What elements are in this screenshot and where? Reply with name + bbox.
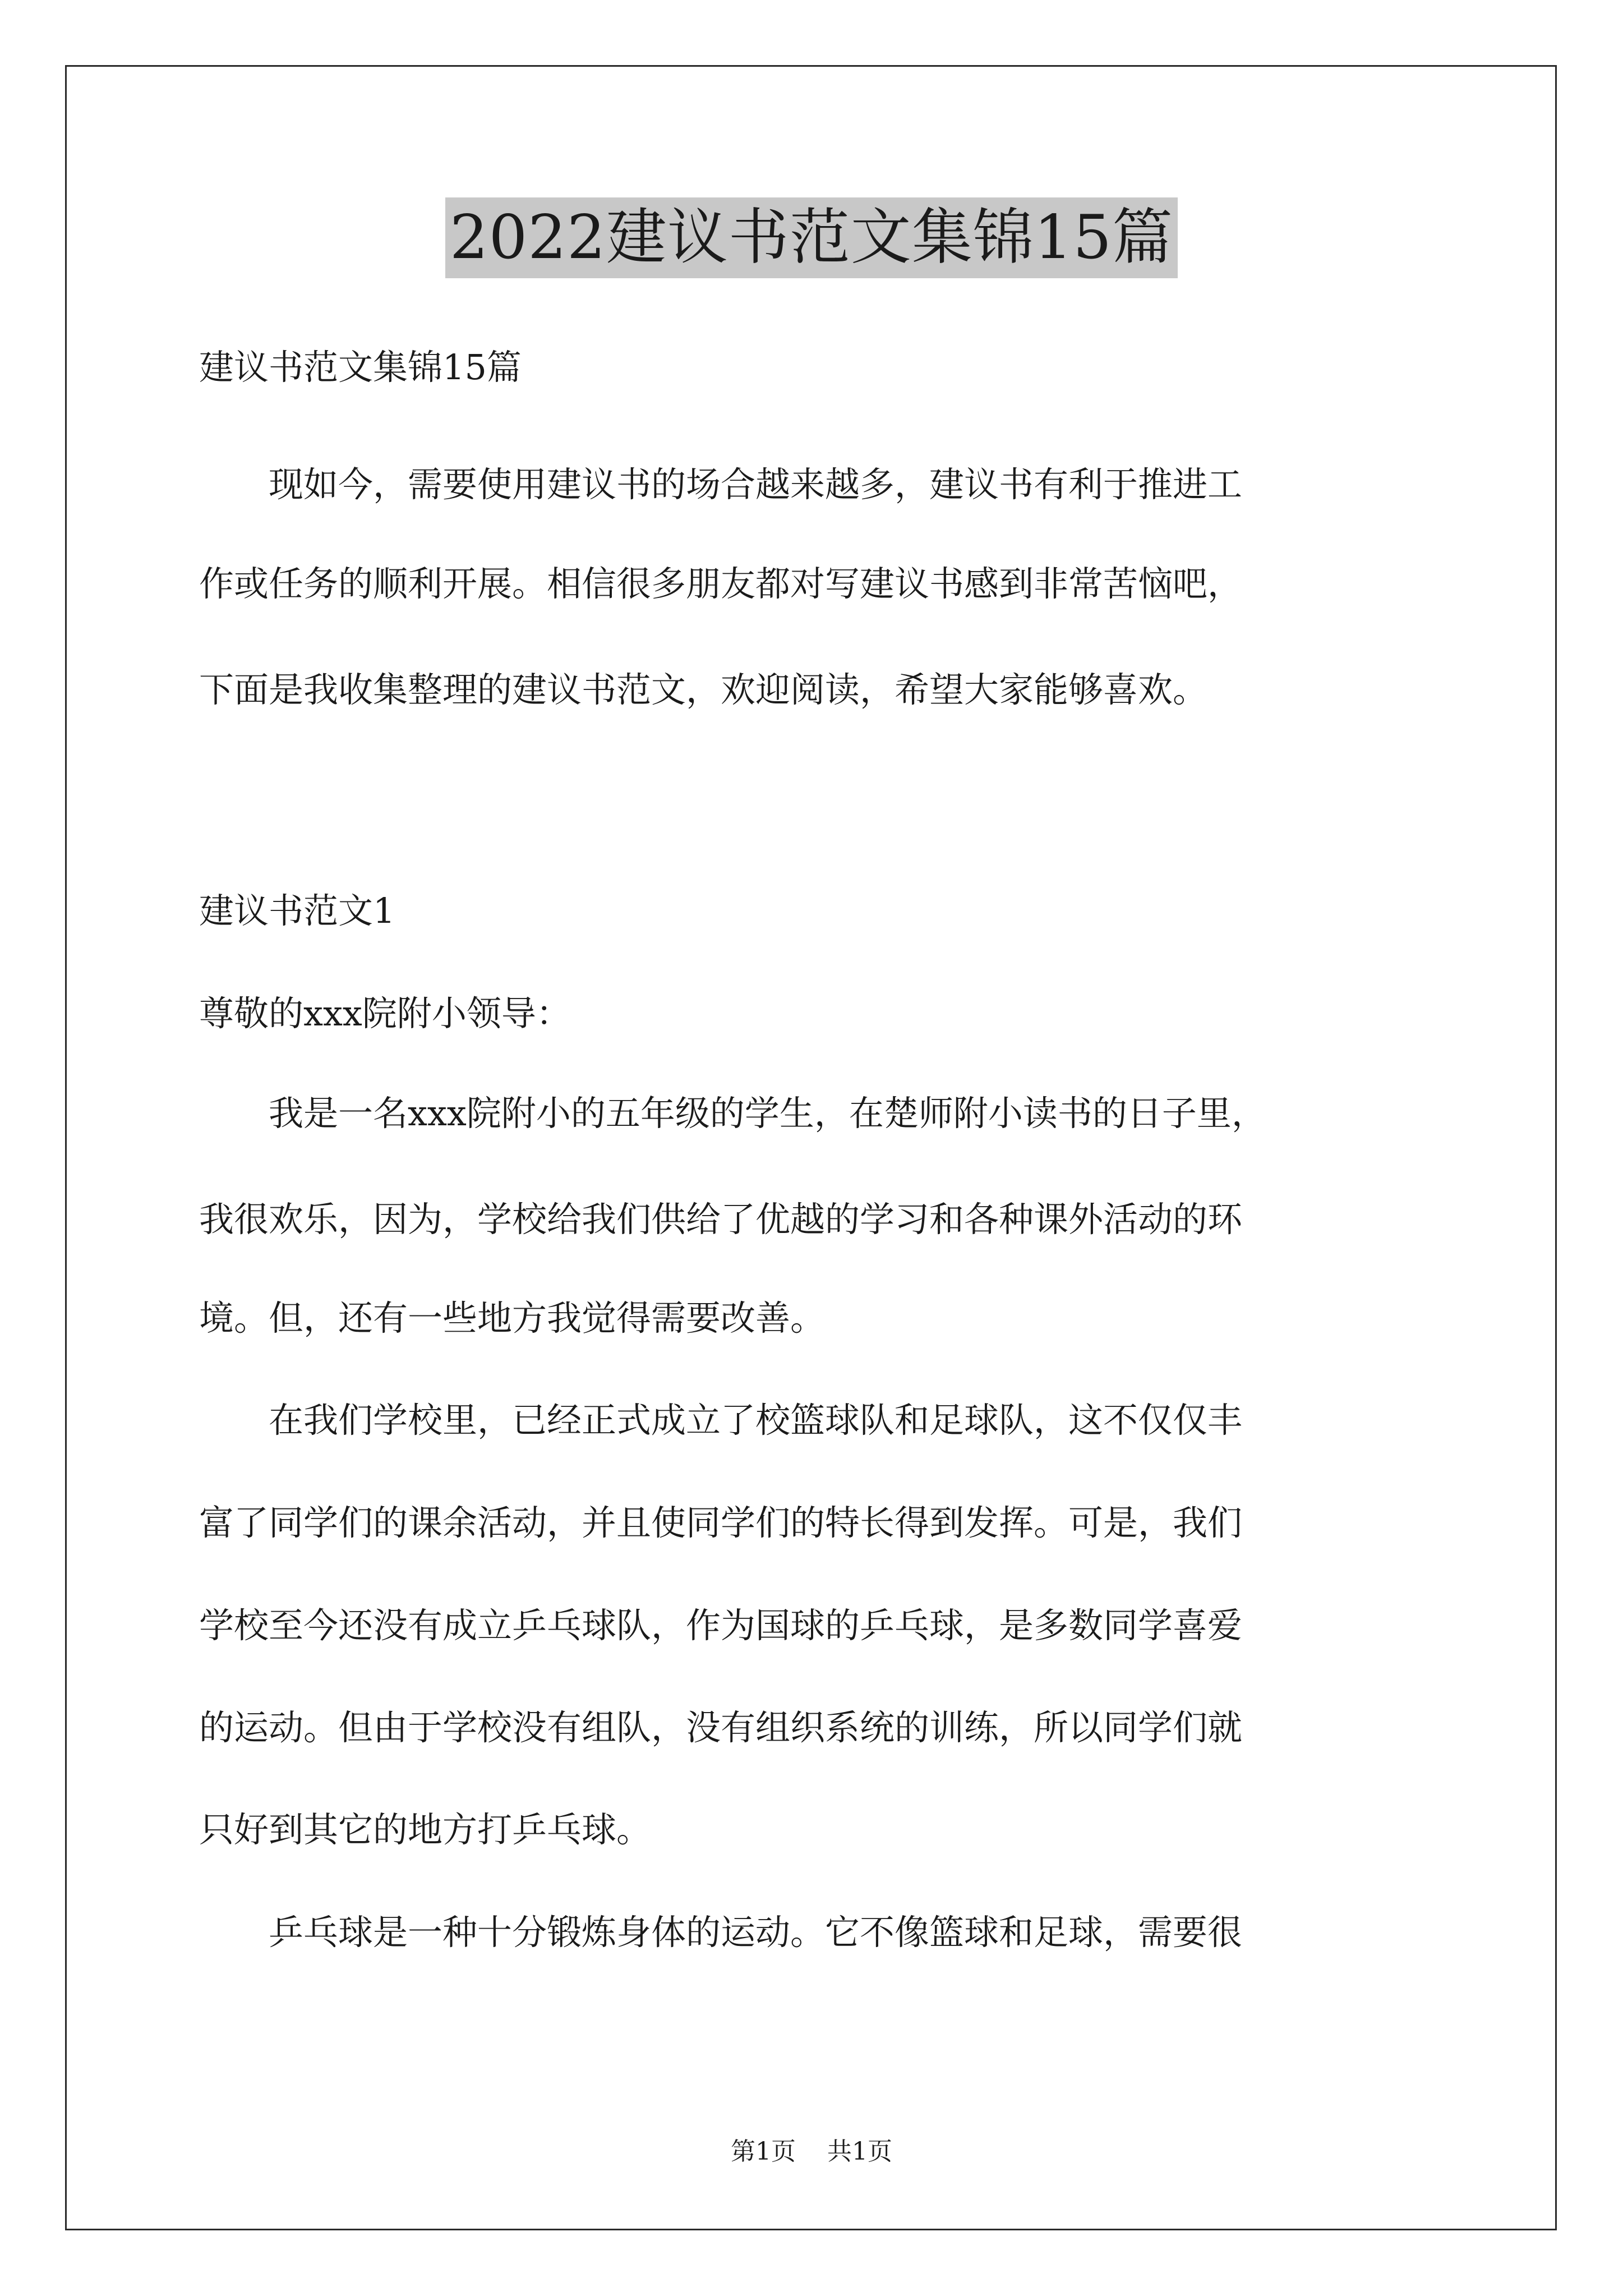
paragraph-line: 的运动。但由于学校没有组队，没有组织系统的训练，所以同学们就 <box>199 1707 1243 1748</box>
title-container <box>0 197 1623 278</box>
subtitle-line: 建议书范文集锦15篇 <box>199 347 522 388</box>
page-footer <box>0 2136 1623 2168</box>
paragraph-line: 我很欢乐，因为，学校给我们供给了优越的学习和各种课外活动的环 <box>199 1199 1243 1240</box>
paragraph-line: 作或任务的顺利开展。相信很多朋友都对写建议书感到非常苦恼吧， <box>199 563 1243 604</box>
paragraph-line: 富了同学们的课余活动，并且使同学们的特长得到发挥。可是，我们 <box>199 1502 1243 1543</box>
paragraph-line: 我是一名xxx院附小的五年级的学生，在楚师附小读书的日子里， <box>199 1093 1266 1134</box>
paragraph-line: 只好到其它的地方打乒乓球。 <box>199 1809 652 1850</box>
section-heading: 建议书范文1 <box>199 890 395 931</box>
salutation-line: 尊敬的xxx院附小领导： <box>199 993 571 1034</box>
paragraph-line: 在我们学校里，已经正式成立了校篮球队和足球队，这不仅仅丰 <box>199 1400 1243 1441</box>
paragraph-line: 境。但，还有一些地方我觉得需要改善。 <box>199 1297 826 1338</box>
page-number-total: 共1页 <box>827 2137 892 2166</box>
paragraph-line: 现如今，需要使用建议书的场合越来越多，建议书有利于推进工 <box>199 464 1243 505</box>
paragraph-line: 下面是我收集整理的建议书范文，欢迎阅读，希望大家能够喜欢。 <box>199 669 1208 710</box>
paragraph-line: 乒乓球是一种十分锻炼身体的运动。它不像篮球和足球，需要很 <box>199 1912 1243 1953</box>
paragraph-line: 学校至今还没有成立乒乓球队，作为国球的乒乓球，是多数同学喜爱 <box>199 1605 1243 1646</box>
document-title: 2022建议书范文集锦15篇 <box>445 197 1178 278</box>
page-border <box>65 65 1557 2230</box>
page-number-current: 第1页 <box>731 2137 796 2166</box>
